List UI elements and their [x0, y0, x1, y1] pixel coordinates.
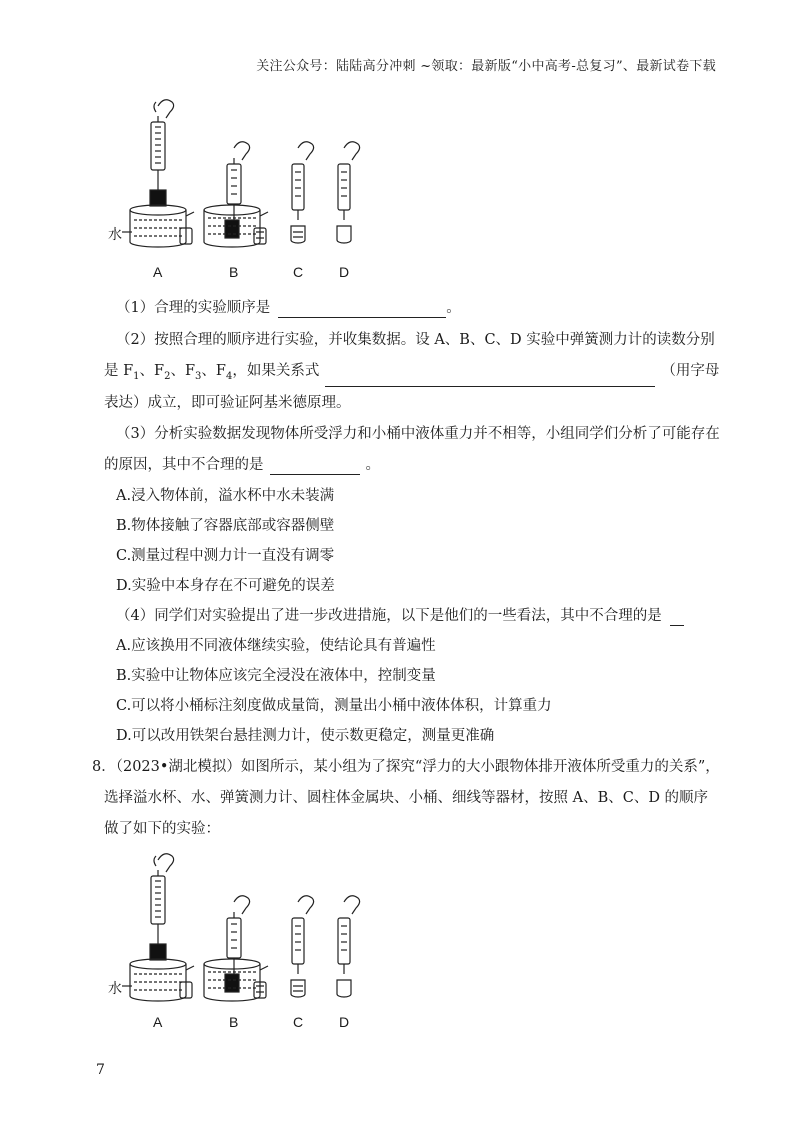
answer-blank-1[interactable]: [278, 301, 446, 318]
experiment-figure-bottom: [108, 846, 368, 1036]
q7-part2-line3: 表达）成立，即可验证阿基米德原理。: [104, 395, 351, 411]
q7-part3-line2: 的原因，其中不合理的是 。: [104, 457, 380, 473]
figure-label-b-bottom: B: [229, 1014, 239, 1030]
page-header: 关注公众号：陆陆高分冲刺 ~领取：最新版“小中高考-总复习”、最新试卷下载: [256, 59, 716, 74]
figure-label-a-top: A: [153, 264, 163, 280]
q8-line3: 做了如下的实验：: [104, 821, 220, 837]
q8-line2: 选择溢水杯、水、弹簧测力计、圆柱体金属块、小桶、细线等器材，按照 A、B、C、D 的顺序: [104, 790, 709, 806]
q7-part3-option-a: A.浸入物体前，溢水杯中水未装满: [116, 488, 335, 504]
q7-part4-line1: （4）同学们对实验提出了进一步改进措施，以下是他们的一些看法，其中不合理的是: [116, 606, 684, 626]
q7-part2-line2: 是 $F_1$、$F_2$、$F_3$、$F_4$，如果关系式 （用字母: [104, 361, 719, 387]
q7-part3-option-c: C.测量过程中测力计一直没有调零: [116, 548, 335, 564]
page-number: 7: [96, 1062, 105, 1078]
figure-label-c-top: C: [293, 264, 304, 280]
q7-part3-option-d: D.实验中本身存在不可避免的误差: [116, 578, 335, 594]
q7-part3-line1: （3）分析实验数据发现物体所受浮力和小桶中液体重力并不相等，小组同学们分析了可能存在: [116, 426, 720, 442]
q7-part4-option-b: B.实验中让物体应该完全浸没在液体中，控制变量: [116, 668, 436, 684]
q7-part3-option-b: B.物体接触了容器底部或容器侧壁: [116, 518, 335, 534]
answer-blank-3[interactable]: [270, 458, 360, 475]
figure-label-a-bottom: A: [153, 1014, 163, 1030]
experiment-figure-top: [108, 92, 368, 282]
water-label-bottom: 水: [108, 980, 122, 996]
q7-part4-option-d: D.可以改用铁架台悬挂测力计，使示数更稳定，测量更准确: [116, 728, 495, 744]
q7-part2-line1: （2）按照合理的顺序进行实验，并收集数据。设 A、B、C、D 实验中弹簧测力计的读数分别: [116, 332, 715, 348]
figure-label-d-top: D: [339, 264, 350, 280]
q7-part4-option-a: A.应该换用不同液体继续实验，使结论具有普遍性: [116, 638, 436, 654]
figure-label-d-bottom: D: [339, 1014, 350, 1030]
q7-part1: （1）合理的实验顺序是 。: [116, 300, 461, 316]
q7-part4-option-c: C.可以将小桶标注刻度做成量筒，测量出小桶中液体体积，计算重力: [116, 698, 552, 714]
figure-label-c-bottom: C: [293, 1014, 304, 1030]
q8-line1: 8．（2023•湖北模拟）如图所示，某小组为了探究“浮力的大小跟物体排开液体所受重力的关系”，: [92, 759, 720, 775]
answer-blank-4[interactable]: [670, 609, 684, 626]
figure-label-b-top: B: [229, 264, 239, 280]
water-label-top: 水: [108, 226, 122, 242]
answer-blank-2[interactable]: [325, 370, 655, 387]
